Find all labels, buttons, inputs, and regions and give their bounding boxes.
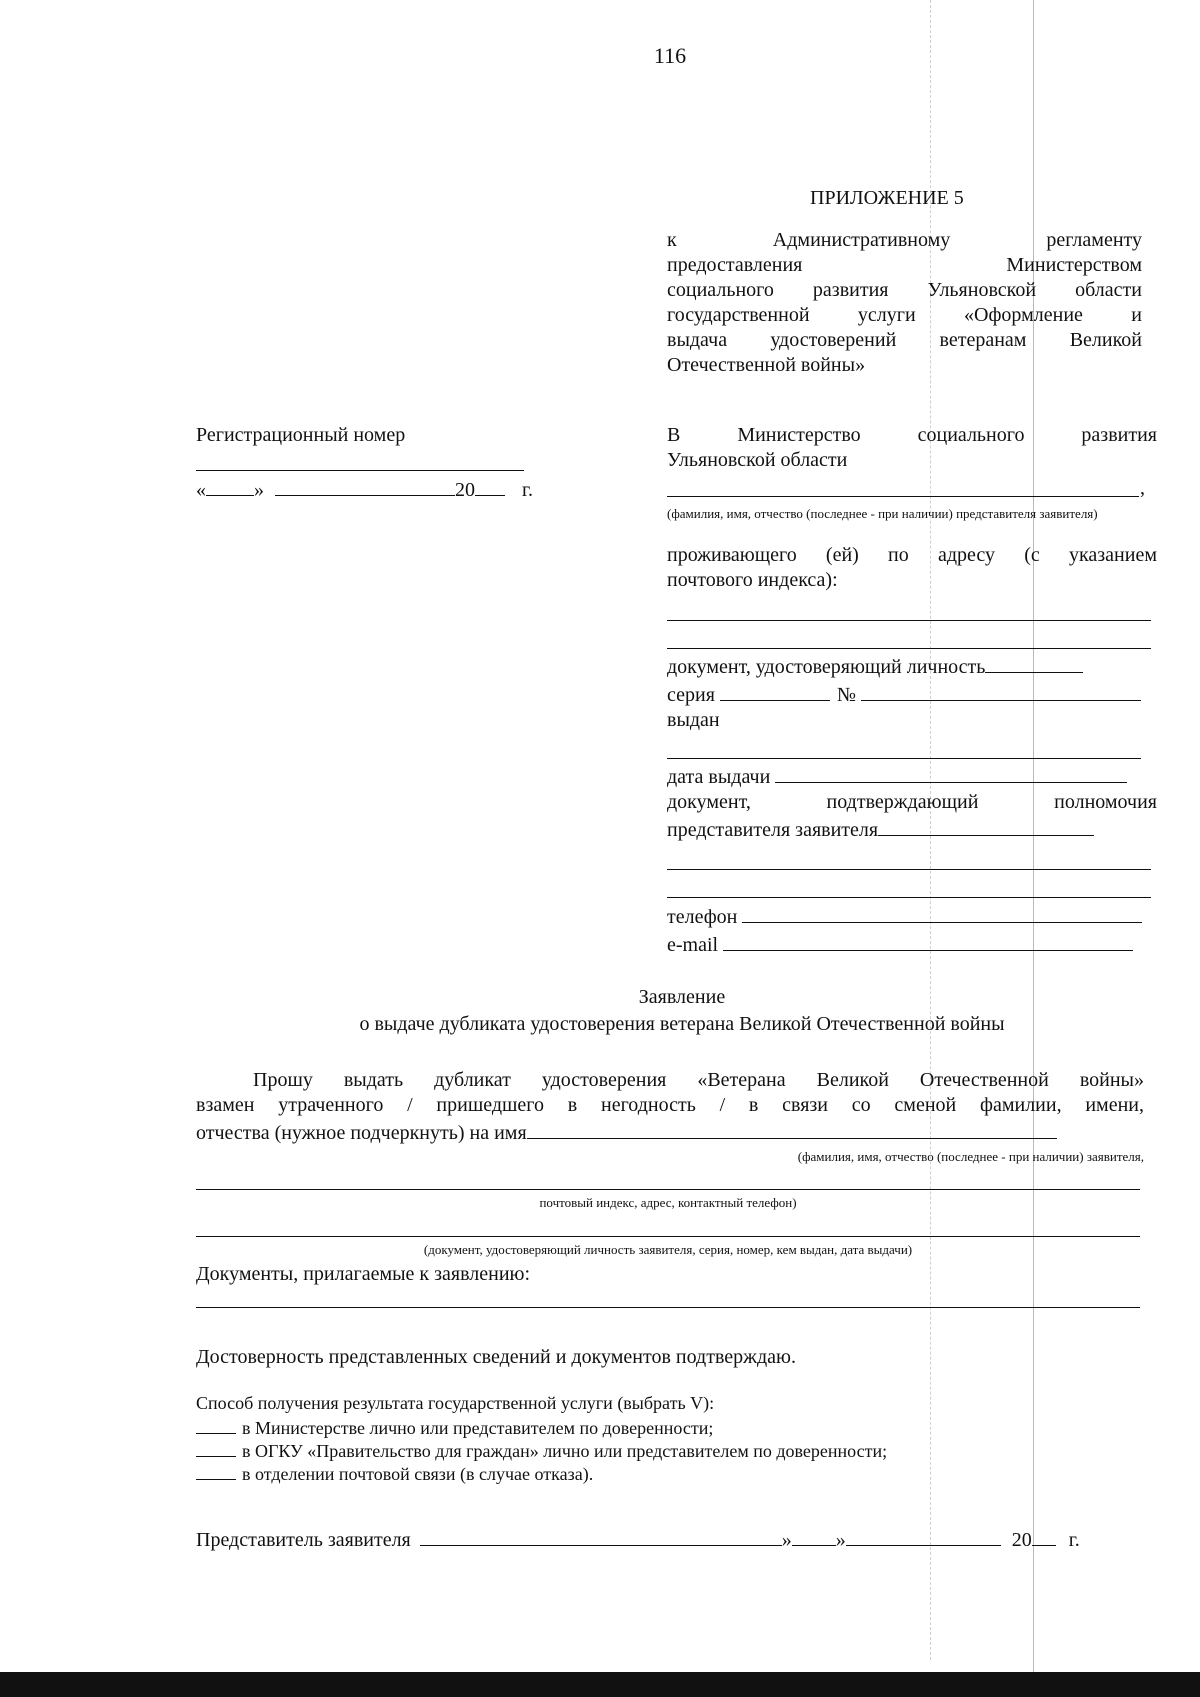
appendix-line: государственной услуги «Оформление и <box>667 304 1142 326</box>
statement-body: Прошу выдать дубликат удостоверения «Ветерана Великой Отечественной войны» взамен утраченного / пришедшего в негодность / в связи со сменой фамилии, имени, отчества (нужное подчеркнуть) на имя <box>196 1069 1144 1144</box>
option-checkbox-line[interactable] <box>196 1415 236 1434</box>
sig-year-field[interactable] <box>1032 1525 1056 1546</box>
appendix-line: Отечественной войны» <box>667 354 866 376</box>
series-field[interactable] <box>720 680 830 701</box>
page-number: 116 <box>653 43 687 68</box>
power-doc-label: документ, подтверждающий полномочия представителя заявителя <box>667 791 1157 841</box>
signature-field[interactable] <box>420 1525 782 1546</box>
applicant-name-field[interactable] <box>527 1118 1057 1139</box>
address-field-1[interactable] <box>667 620 1151 621</box>
addressee-block <box>667 423 1157 473</box>
receipt-option[interactable]: в Министерстве лично или представителем по доверенности; <box>196 1415 713 1440</box>
appendix-line: предоставления Министерством <box>667 254 1142 276</box>
issue-date-field[interactable] <box>775 762 1127 783</box>
applicant-hint: (фамилия, имя, отчество (последнее - при наличии) заявителя, <box>797 1149 1144 1164</box>
applicant-address-field[interactable] <box>196 1189 1140 1190</box>
fio-hint: (фамилия, имя, отчество (последнее - при наличии) представителя заявителя) <box>667 506 1098 521</box>
sig-day-field[interactable] <box>792 1525 836 1546</box>
confirmation-text: Достоверность представленных сведений и документов подтверждаю. <box>196 1346 796 1368</box>
statement-subtitle: о выдаче дубликата удостоверения ветерана Великой Отечественной войны <box>359 1013 1005 1035</box>
option-checkbox-line[interactable] <box>196 1461 236 1480</box>
registration-label: Регистрационный номер <box>196 424 406 446</box>
appendix-title: ПРИЛОЖЕНИЕ 5 <box>810 187 964 209</box>
appendix-line: к Административному регламенту <box>667 229 1142 251</box>
issue-date-row: дата выдачи <box>667 762 1127 790</box>
appendix-line: выдача удостоверений ветеранам Великой <box>667 329 1142 351</box>
series-row: серия № <box>667 680 1141 708</box>
phone-row: телефон <box>667 902 1142 930</box>
reg-month-field[interactable] <box>275 475 455 496</box>
fio-comma: , <box>1140 477 1145 499</box>
fio-field[interactable] <box>667 496 1139 497</box>
phone-field[interactable] <box>742 902 1142 923</box>
appendix-line: социального развития Ульяновской области <box>667 279 1142 301</box>
id-hint: (документ, удостоверяющий личность заявителя, серия, номер, кем выдан, дата выдачи) <box>423 1242 913 1257</box>
id-doc-field[interactable] <box>985 652 1083 673</box>
attached-docs-label: Документы, прилагаемые к заявлению: <box>196 1263 531 1285</box>
applicant-id-field[interactable] <box>196 1236 1140 1237</box>
reg-day-field[interactable] <box>206 475 254 496</box>
appendix-reference <box>667 228 1142 378</box>
receipt-option[interactable]: в отделении почтовой связи (в случае отказа). <box>196 1461 593 1486</box>
attached-docs-field[interactable] <box>196 1307 1140 1308</box>
option-checkbox-line[interactable] <box>196 1438 236 1457</box>
issued-label: выдан <box>667 709 720 731</box>
receipt-method-title: Способ получения результата государственной услуги (выбрать V): <box>196 1393 715 1413</box>
power-doc-field[interactable] <box>878 815 1094 836</box>
reg-year-field[interactable] <box>475 475 505 496</box>
id-doc-row: документ, удостоверяющий личность <box>667 652 1083 680</box>
address-label: проживающего (ей) по адресу (с указанием почтового индекса): <box>667 544 1157 591</box>
issued-field[interactable] <box>667 758 1141 759</box>
power-doc-field-3[interactable] <box>667 897 1151 898</box>
address-field-2[interactable] <box>667 648 1151 649</box>
sig-month-field[interactable] <box>846 1525 1001 1546</box>
power-doc-field-2[interactable] <box>667 869 1151 870</box>
receipt-option[interactable]: в ОГКУ «Правительство для граждан» лично или представителем по доверенности; <box>196 1438 887 1463</box>
addressee-line2: Ульяновской области <box>667 449 848 471</box>
registration-number-field[interactable] <box>196 470 524 471</box>
addressee-line1: В Министерство социального развития <box>667 424 1157 446</box>
registration-date: « » 20 г. <box>196 475 533 503</box>
scan-bottom-border <box>0 1672 1200 1697</box>
signature-row: Представитель заявителя » » 20 г. <box>196 1525 1080 1553</box>
email-field[interactable] <box>723 930 1133 951</box>
statement-title: Заявление <box>638 986 726 1008</box>
address-hint: почтовый индекс, адрес, контактный телефон) <box>539 1195 797 1210</box>
email-row: e-mail <box>667 930 1133 958</box>
number-field[interactable] <box>861 680 1141 701</box>
